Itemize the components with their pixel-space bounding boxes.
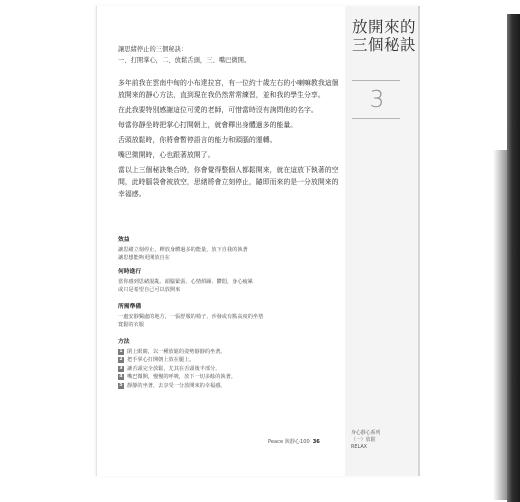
step-number-badge: 5 [119,382,123,388]
paragraph-2: 在此我要特別感謝這位可愛的老師，可惜當時沒有詢問他的名字。 [118,106,318,114]
method-step [118,348,343,357]
opposite-page-edge [507,14,520,502]
page-number: 36 [312,439,320,445]
when-line-2: 或只是希望自己可以放開來 [118,287,181,293]
chapter-rule-bottom [352,118,400,119]
requirements-heading: 所需準備 [118,304,142,310]
chapter-sidebar [345,6,420,476]
paragraph-5: 嘴巴微開時，心也跟著放開了。 [118,151,215,159]
intro-block [118,44,328,66]
paragraph-3: 每當你靜坐時把掌心打開朝上，就會釋出身體過多的能量。 [118,121,298,129]
when-line-1: 當你感到思緒混亂、頭腦緊張、心情煩躁、鬱悶，身心疲累 [118,278,253,285]
requirements-section [118,303,343,330]
step-text: 嘴巴微開，慢慢的呼吸，放下一切多餘的執著。 [127,374,236,380]
benefits-section [118,236,343,263]
when-heading: 何時進行 [118,269,142,275]
intro-line-1: 讓思緒停止的三個秘訣： [118,46,188,53]
method-step [118,373,343,382]
series-line-1: 身心靜心系列 [351,430,381,436]
requirements-line-1: 一處安靜獨處的地方，一張舒服的椅子、沙發或有點高度的坐墊 [118,313,264,320]
method-step [118,356,343,365]
step-number-badge: 2 [119,357,123,363]
intro-line-2: 一、打開掌心，二、放鬆舌頭，三、嘴巴微開。 [118,57,251,64]
step-text: 閉上眼睛，以一種放鬆的姿勢靜靜的坐著。 [127,348,226,355]
page-footer [268,438,348,445]
when-section [118,268,343,295]
body-text [118,77,343,203]
chapter-number: 3 [369,87,385,113]
method-heading: 方法 [118,339,130,345]
step-number-badge: 4 [119,374,123,380]
opposite-page-shadow [493,150,507,500]
paragraph-1: 多年前我在雲南中甸的小布達拉宮，有一位約十歲左右的小喇嘛教我這個放開來的靜心方法，直到現在我仍然常常練習，並和我的學生分享。 [118,79,339,99]
method-section [118,338,343,390]
step-number-badge: 1 [119,348,123,354]
page-gutter-rule [418,6,420,476]
method-step [118,382,343,391]
chapter-rule-top [352,80,400,81]
step-text: 把手掌心打開朝上放在腿上。 [127,357,195,363]
series-line-3: RELAX [351,444,368,450]
chapter-title-line-1: 放開來的 [352,18,417,36]
paragraph-4: 舌頭放鬆時，你將會暫停語言的能力和頭腦的運轉。 [118,136,277,144]
step-text: 靜靜的坐著，去享受一分放開來的幸福感。 [127,382,226,389]
step-text: 讓舌頭完全放鬆，尤其在舌頭後半部分。 [127,365,221,372]
paragraph-6: 當以上三個秘訣集合時，你會覺得整個人都鬆開來，就在這放下執著的空間，此時腦袋會被放空，思緒將會立刻停止，隨即而來的是一分放開來的幸福感。 [118,166,339,198]
requirements-line-2: 寬鬆的衣服 [118,322,144,328]
benefits-heading: 效益 [118,237,130,243]
benefits-line-2: 讓思想能夠更開放自在 [118,255,170,261]
chapter-title-line-2: 三個秘訣 [352,36,417,54]
method-step [118,365,343,374]
series-line-2: （一）放鬆 [351,437,376,443]
book-title-footer: Peace 與靜心100 [268,439,310,445]
step-number-badge: 3 [119,365,123,371]
benefits-line-1: 讓思緒立刻停止，釋放身體過多的能量，放下自我的執著 [118,246,248,253]
series-label [351,430,413,451]
chapter-title [352,18,418,54]
